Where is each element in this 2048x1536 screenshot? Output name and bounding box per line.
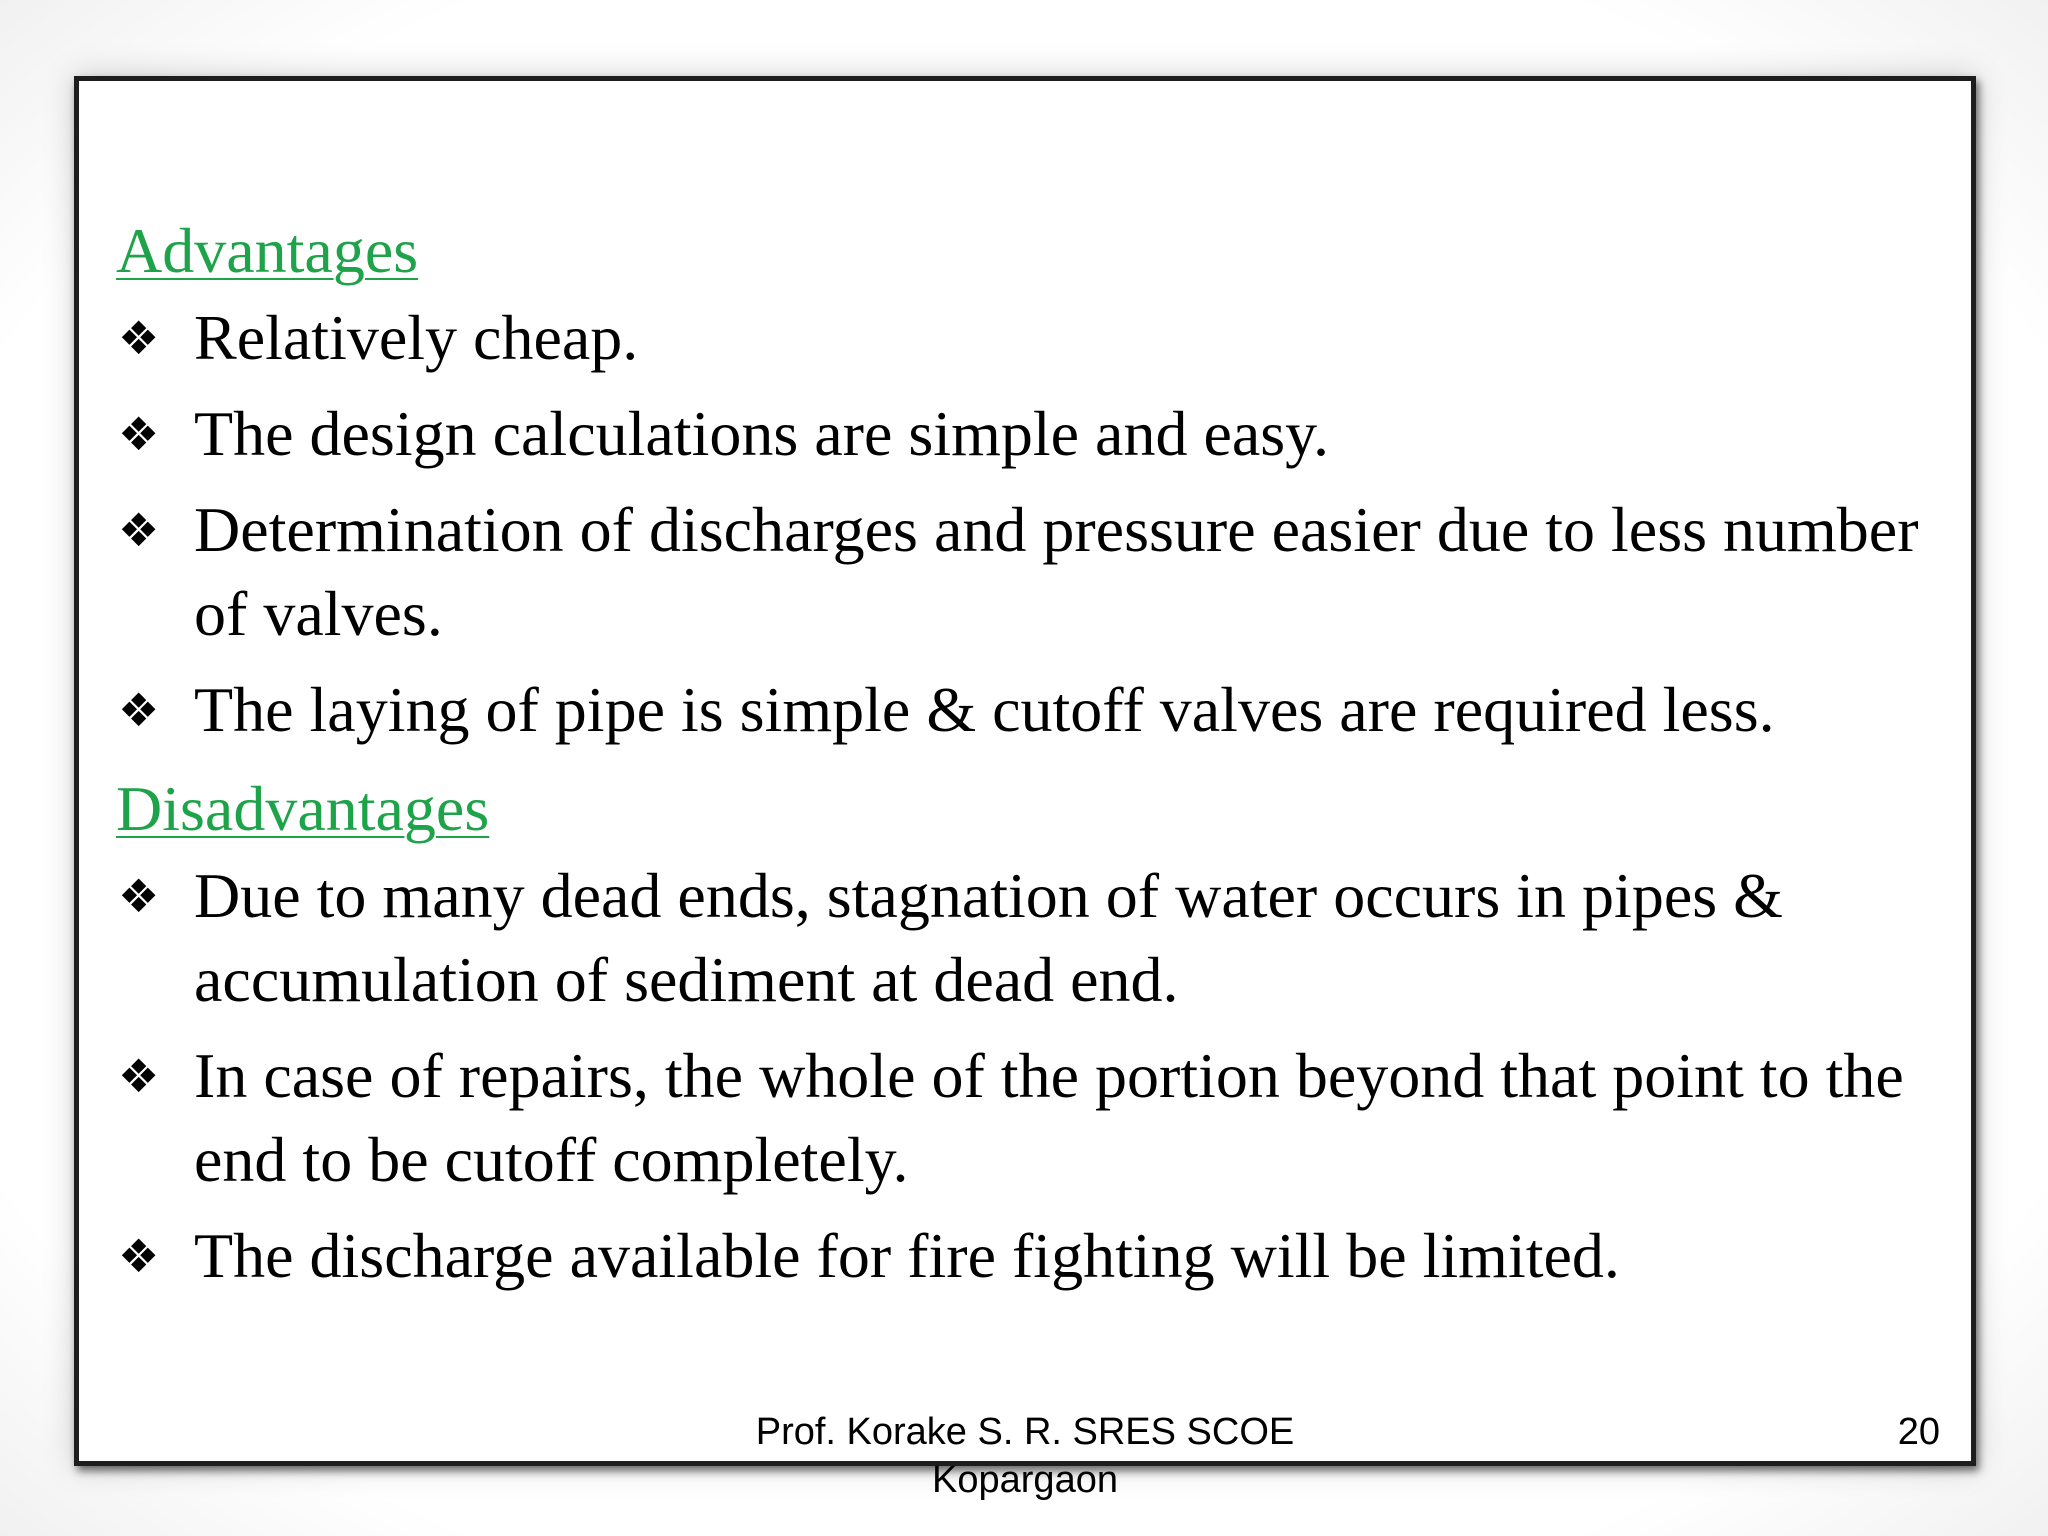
disadvantage-item	[116, 854, 1936, 1022]
footer-author-line1: Prof. Korake S. R. SRES SCOE	[755, 1411, 1295, 1453]
footer-author-line2: Kopargaon	[932, 1459, 1118, 1501]
footer-author	[700, 1408, 1350, 1504]
disadvantage-item	[116, 1214, 1936, 1298]
advantage-text: Relatively cheap.	[194, 302, 639, 373]
page-number: 20	[1897, 1411, 1940, 1453]
diamond-bullet-icon: ❖	[118, 503, 160, 557]
disadvantage-text: Due to many dead ends, stagnation of water occurs in pipes & accumulation of sediment at dead end.	[194, 860, 1783, 1015]
diamond-bullet-icon: ❖	[118, 407, 160, 461]
diamond-bullet-icon: ❖	[118, 869, 160, 923]
diamond-bullet-icon: ❖	[118, 1049, 160, 1103]
advantages-heading: Advantages	[116, 215, 419, 286]
advantage-item	[116, 488, 1936, 656]
disadvantage-item	[116, 1034, 1936, 1202]
slide-content	[116, 206, 1936, 1310]
disadvantage-text: In case of repairs, the whole of the portion beyond that point to the end to be cutoff completely.	[194, 1040, 1904, 1195]
advantage-item	[116, 296, 1936, 380]
disadvantage-text: The discharge available for fire fighting will be limited.	[194, 1220, 1620, 1291]
disadvantages-heading: Disadvantages	[116, 773, 490, 844]
advantage-item	[116, 392, 1936, 476]
advantage-item	[116, 668, 1936, 752]
diamond-bullet-icon: ❖	[118, 311, 160, 365]
diamond-bullet-icon: ❖	[118, 1229, 160, 1283]
diamond-bullet-icon: ❖	[118, 683, 160, 737]
advantage-text: The design calculations are simple and easy.	[194, 398, 1329, 469]
advantage-text: The laying of pipe is simple & cutoff valves are required less.	[194, 674, 1775, 745]
advantage-text: Determination of discharges and pressure easier due to less number of valves.	[194, 494, 1919, 649]
